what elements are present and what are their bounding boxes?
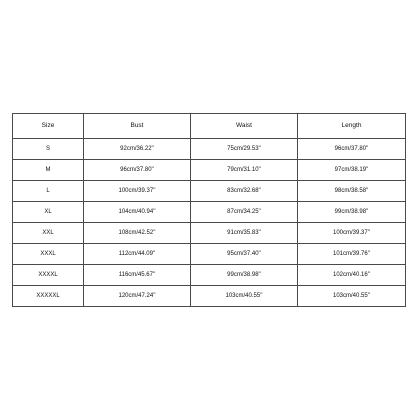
size-cell: XXXL	[13, 244, 84, 265]
header-waist: Waist	[191, 114, 298, 139]
table-row	[13, 181, 406, 202]
size-cell: XXXXL	[13, 265, 84, 286]
length-cell: 100cm/39.37''	[298, 223, 406, 244]
table-row	[13, 286, 406, 307]
table-row	[13, 202, 406, 223]
header-length: Length	[298, 114, 406, 139]
waist-cell: 75cm/29.53''	[191, 139, 298, 160]
length-cell: 96cm/37.80''	[298, 139, 406, 160]
size-chart-table	[12, 113, 406, 307]
waist-cell: 79cm/31.10''	[191, 160, 298, 181]
bust-cell: 104cm/40.94''	[84, 202, 191, 223]
header-bust: Bust	[84, 114, 191, 139]
bust-cell: 108cm/42.52''	[84, 223, 191, 244]
size-cell: M	[13, 160, 84, 181]
table-row	[13, 265, 406, 286]
bust-cell: 92cm/36.22''	[84, 139, 191, 160]
length-cell: 98cm/38.58''	[298, 181, 406, 202]
table-row	[13, 223, 406, 244]
waist-cell: 87cm/34.25''	[191, 202, 298, 223]
bust-cell: 120cm/47.24''	[84, 286, 191, 307]
waist-cell: 95cm/37.40''	[191, 244, 298, 265]
size-cell: L	[13, 181, 84, 202]
table-header-row	[13, 114, 406, 139]
length-cell: 102cm/40.16''	[298, 265, 406, 286]
size-cell: XL	[13, 202, 84, 223]
waist-cell: 103cm/40.55''	[191, 286, 298, 307]
size-cell: XXXXXL	[13, 286, 84, 307]
bust-cell: 100cm/39.37''	[84, 181, 191, 202]
waist-cell: 83cm/32.68''	[191, 181, 298, 202]
waist-cell: 99cm/38.98''	[191, 265, 298, 286]
length-cell: 101cm/39.76''	[298, 244, 406, 265]
length-cell: 97cm/38.19''	[298, 160, 406, 181]
bust-cell: 96cm/37.80''	[84, 160, 191, 181]
table-row	[13, 139, 406, 160]
bust-cell: 112cm/44.09''	[84, 244, 191, 265]
waist-cell: 91cm/35.83''	[191, 223, 298, 244]
length-cell: 103cm/40.55''	[298, 286, 406, 307]
size-cell: XXL	[13, 223, 84, 244]
size-cell: S	[13, 139, 84, 160]
length-cell: 99cm/38.98''	[298, 202, 406, 223]
header-size: Size	[13, 114, 84, 139]
table-row	[13, 244, 406, 265]
table-row	[13, 160, 406, 181]
bust-cell: 116cm/45.67''	[84, 265, 191, 286]
